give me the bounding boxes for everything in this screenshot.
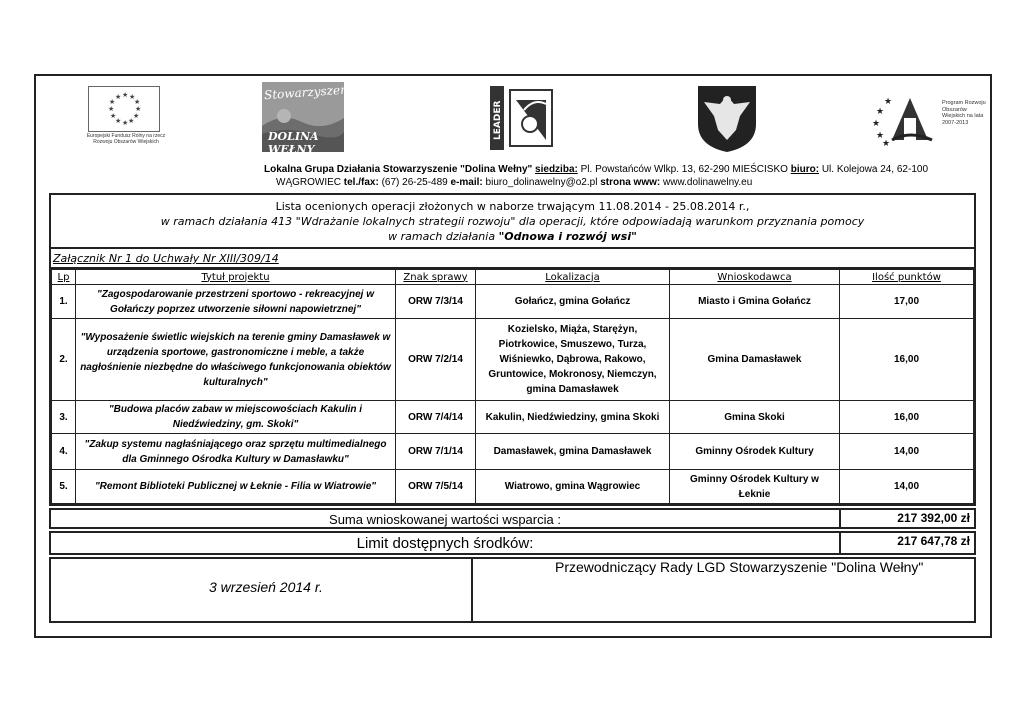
row-location: Kakulin, Niedźwiedziny, gmina Skoki [476, 401, 670, 434]
tel-label: tel./fax: [343, 177, 379, 188]
svg-text:★: ★ [882, 139, 891, 149]
prow-logo [870, 84, 990, 154]
title-line2: w ramach działania 413 "Wdrażanie lokalnych strategii rozwoju" dla operacji, które odpowiadają warunkom przyznania pomocy [160, 215, 865, 228]
svg-text:★: ★ [110, 112, 117, 120]
www-value[interactable]: www.dolinawelny.eu [663, 177, 753, 188]
row-case: ORW 7/2/14 [396, 319, 476, 401]
row-case: ORW 7/3/14 [396, 285, 476, 319]
table-header-row [52, 270, 974, 285]
row-lp: 5. [52, 470, 76, 504]
row-lp: 3. [52, 401, 76, 434]
svg-text:★: ★ [122, 119, 129, 127]
row-points: 14,00 [840, 434, 974, 470]
svg-text:★: ★ [115, 117, 122, 125]
org-name: Lokalna Grupa Działania Stowarzyszenie "Dolina Wełny" [264, 164, 533, 175]
row-points: 16,00 [840, 319, 974, 401]
office-address-1: Ul. Kolejowa 24, 62-100 [821, 164, 929, 175]
organization-header [264, 163, 928, 189]
requested-sum-row [49, 508, 976, 529]
association-logo [262, 81, 360, 156]
header-lp: Lp [52, 270, 76, 285]
svg-text:★: ★ [115, 93, 122, 101]
eu-caption: Europejski Fundusz Rolny na rzecz Rozwoju Obszarów Wiejskich [86, 133, 166, 145]
office-label: biuro: [790, 164, 820, 175]
table-row [52, 285, 974, 319]
eu-flag-icon [88, 86, 160, 132]
operations-table-wrapper [49, 269, 976, 506]
row-title: "Zakup systemu nagłaśniającego oraz sprzętu multimedialnego dla Gminnego Ośrodka Kultury w Damasławku" [76, 434, 396, 470]
operations-table [51, 269, 974, 504]
header-case: Znak sprawy [396, 270, 476, 285]
svg-text:★: ★ [128, 117, 135, 125]
svg-text:★: ★ [109, 98, 116, 106]
header-applicant: Wnioskodawca [670, 270, 840, 285]
row-applicant: Gminny Ośrodek Kultury [670, 434, 840, 470]
limit-label: Limit dostępnych środków: [51, 533, 841, 553]
list-title-box [49, 193, 976, 249]
row-location: Damasławek, gmina Damasławek [476, 434, 670, 470]
attachment-label: Załącznik Nr 1 do Uchwały Nr XIII/309/14 [49, 249, 976, 269]
row-applicant: Gmina Damasławek [670, 319, 840, 401]
seat-label: siedziba: [535, 164, 578, 175]
signature-date: 3 wrzesień 2014 r. [209, 579, 323, 595]
svg-text:★: ★ [134, 98, 141, 106]
leader-logo [490, 86, 556, 150]
row-title: "Zagospodarowanie przestrzeni sportowo - rekreacyjnej w Gołańczy poprzez utworzenie siłowni napowietrznej" [76, 285, 396, 319]
header-location: Lokalizacja [476, 270, 670, 285]
row-points: 14,00 [840, 470, 974, 504]
tel-value: (67) 26-25-489 [381, 177, 448, 188]
header-points: Ilość punktów [840, 270, 974, 285]
svg-text:★: ★ [129, 93, 136, 101]
row-location: Gołańcz, gmina Gołańcz [476, 285, 670, 319]
header-title: Tytuł projektu [76, 270, 396, 285]
title-line3-name: "Odnowa i rozwój wsi" [498, 230, 637, 243]
svg-text:LEADER: LEADER [493, 100, 503, 140]
office-address-2: WĄGROWIEC [276, 177, 341, 188]
association-logo-line1: Stowarzyszenie [263, 81, 360, 103]
signature-box [49, 557, 976, 623]
svg-text:★: ★ [876, 131, 885, 141]
prow-text: Program Rozwoju Obszarów Wiejskich na lata 2007-2013 [942, 100, 986, 126]
row-lp: 1. [52, 285, 76, 319]
requested-sum-value: 217 392,00 zł [897, 511, 970, 525]
row-lp: 4. [52, 434, 76, 470]
wielkopolska-crest [696, 84, 758, 154]
row-location: Kozielsko, Miąża, Starężyn, Piotrkowice, Smuszewo, Turza, Wiśniewko, Dąbrowa, Rakowo, Gruntowice, Mokronosy, Niemczyn, gmina Damasławek [476, 319, 670, 401]
table-row [52, 401, 974, 434]
svg-text:★: ★ [876, 107, 885, 117]
requested-sum-label: Suma wnioskowanej wartości wsparcia : [51, 510, 841, 527]
table-row [52, 434, 974, 470]
row-title: "Budowa placów zabaw w miejscowościach Kakulin i Niedźwiedziny, gm. Skoki" [76, 401, 396, 434]
date-cell [51, 559, 473, 621]
row-applicant: Miasto i Gmina Gołańcz [670, 285, 840, 319]
row-points: 17,00 [840, 285, 974, 319]
svg-text:★: ★ [135, 105, 142, 113]
svg-text:★: ★ [122, 91, 129, 99]
title-line1: Lista ocenionych operacji złożonych w naborze trwającym 11.08.2014 - 25.08.2014 r., [275, 200, 750, 213]
svg-text:★: ★ [884, 97, 893, 107]
row-lp: 2. [52, 319, 76, 401]
email-value[interactable]: biuro_dolinawelny@o2.pl [485, 177, 598, 188]
table-row [52, 470, 974, 504]
row-title: "Wyposażenie świetlic wiejskich na terenie gminy Damasławek w urządzenia sportowe, gastronomiczne i meble, a także nagłośnienie niezbędne do właściwego funkcjonowania obiektów kulturalnych" [76, 319, 396, 401]
prow-emblem-icon [870, 84, 940, 148]
svg-text:★: ★ [108, 105, 115, 113]
seat-address: Pl. Powstańców Wlkp. 13, 62-290 MIEŚCISKO [580, 164, 788, 175]
row-points: 16,00 [840, 401, 974, 434]
limit-row [49, 531, 976, 555]
eagle-crest-icon [696, 84, 758, 154]
association-logo-line2: DOLINA WEŁNY [268, 130, 319, 156]
svg-text:★: ★ [872, 119, 881, 129]
row-location: Wiatrowo, gmina Wągrowiec [476, 470, 670, 504]
eu-logo [86, 86, 166, 150]
leader-icon [490, 86, 556, 150]
row-applicant: Gmina Skoki [670, 401, 840, 434]
row-case: ORW 7/5/14 [396, 470, 476, 504]
limit-value: 217 647,78 zł [897, 534, 970, 548]
row-applicant: Gminny Ośrodek Kultury w Łeknie [670, 470, 840, 504]
email-label: e-mail: [450, 177, 483, 188]
row-case: ORW 7/4/14 [396, 401, 476, 434]
www-label: strona www: [600, 177, 661, 188]
title-line3-prefix: w ramach działania [388, 230, 496, 243]
chairman-label: Przewodniczący Rady LGD Stowarzyszenie "Dolina Wełny" [555, 559, 924, 575]
table-row [52, 319, 974, 401]
row-title: "Remont Biblioteki Publicznej w Łeknie - Filia w Wiatrowie" [76, 470, 396, 504]
svg-text:★: ★ [133, 112, 140, 120]
row-case: ORW 7/1/14 [396, 434, 476, 470]
